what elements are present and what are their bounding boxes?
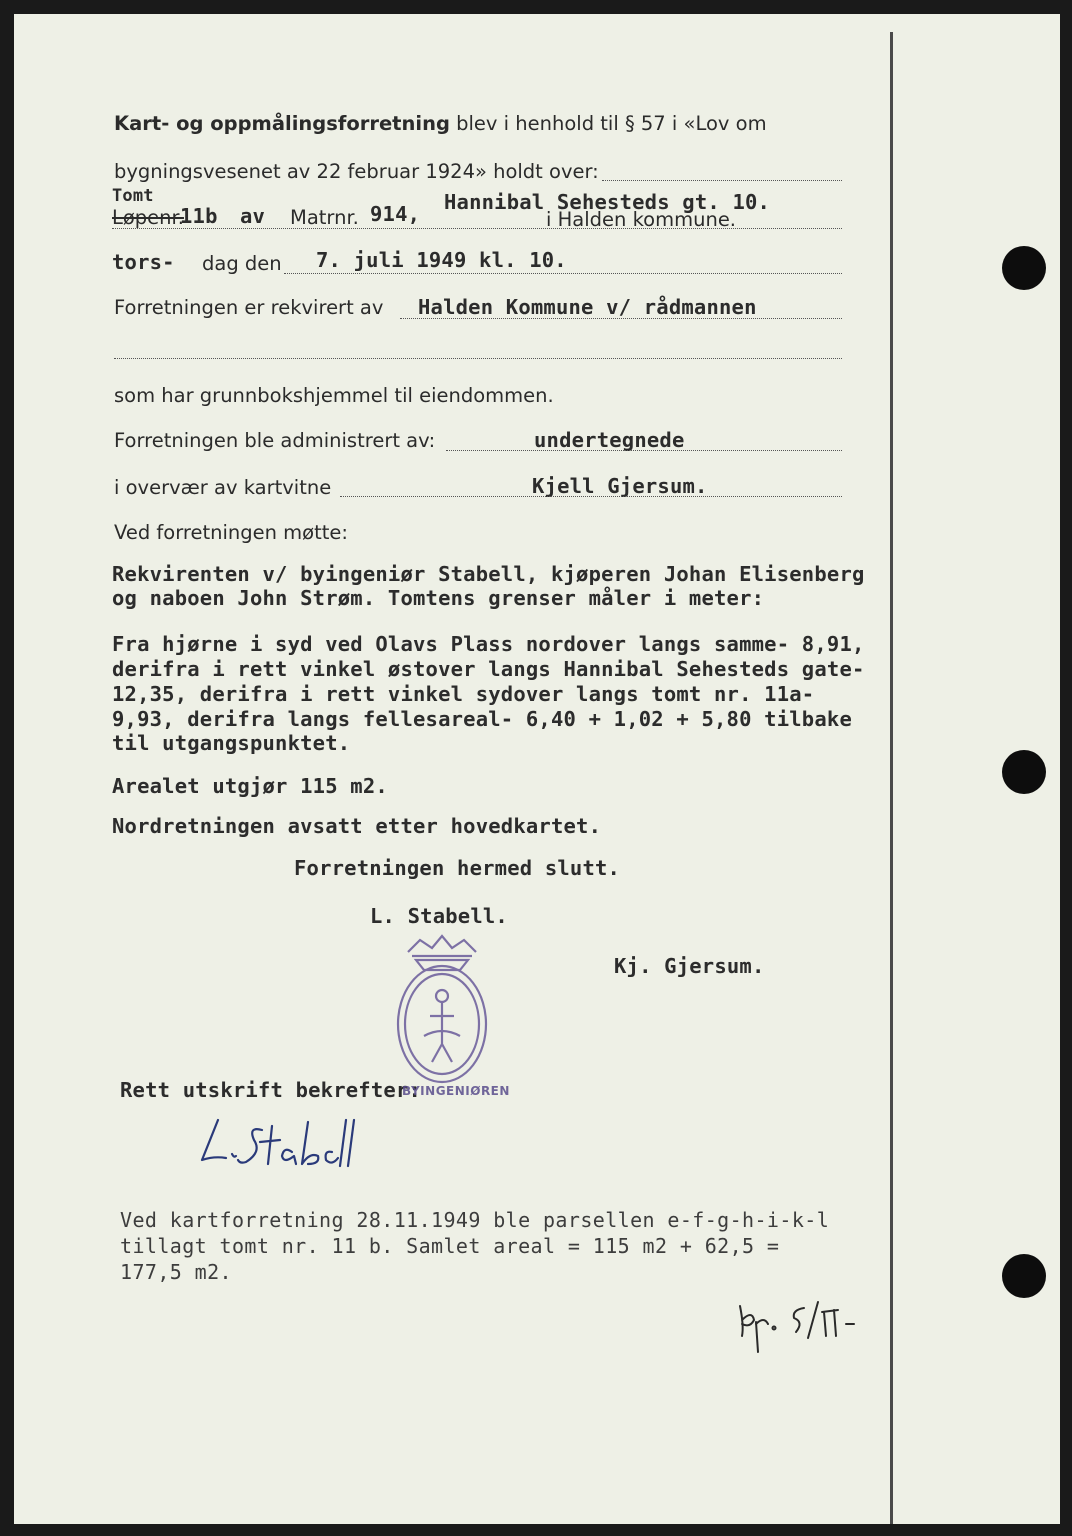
motte-label: Ved forretningen møtte: (114, 521, 348, 544)
overvaer-label: i overvær av kartvitne (114, 476, 332, 499)
matrnr-value: 914, (370, 202, 421, 226)
body-line: til utgangspunktet. (112, 731, 351, 755)
official-seal (390, 926, 494, 1084)
document-page (14, 14, 1060, 1524)
body-line: og naboen John Strøm. Tomtens grenser måler i meter: (112, 586, 765, 610)
lopenr-value: 11b (180, 204, 218, 228)
kommune-label: i Halden kommune. (546, 208, 737, 231)
body-line: 9,93, derifra langs fellesareal- 6,40 + 1,02 + 5,80 tilbake (112, 707, 852, 731)
addendum-line: tillagt tomt nr. 11 b. Samlet areal = 115 m2 + 62,5 = (120, 1234, 780, 1258)
north-line: Nordretningen avsatt etter hovedkartet. (112, 814, 602, 838)
dag-label: dag den (202, 252, 282, 275)
heading-rest: blev i henhold til § 57 i «Lov om (456, 112, 767, 135)
body-line: 12,35, derifra i rett vinkel sydover langs tomt nr. 11a- (112, 682, 815, 706)
addendum-line: Ved kartforretning 28.11.1949 ble parsellen e-f-g-h-i-k-l (120, 1208, 830, 1232)
rekvirert-label: Forretningen er rekvirert av (114, 296, 384, 319)
administrator-value: undertegnede (534, 428, 685, 452)
fill-line (114, 358, 842, 359)
closing-line: Forretningen hermed slutt. (294, 856, 621, 880)
grunnbok-label: som har grunnbokshjemmel til eiendommen. (114, 384, 554, 407)
fill-line (284, 273, 842, 274)
fill-line (602, 180, 842, 181)
fill-line (400, 318, 842, 319)
av-value: av (240, 204, 266, 228)
heading-bold: Kart- og oppmålingsforretning (114, 112, 450, 135)
requester-value: Halden Kommune v/ rådmannen (418, 295, 757, 319)
form-heading (114, 112, 767, 135)
punch-hole (1002, 246, 1046, 290)
address-value: Hannibal Sehesteds gt. 10. (444, 190, 771, 214)
body-line: Rekvirenten v/ byingeniør Stabell, kjøperen Johan Elisenberg (112, 562, 865, 586)
tomt-label: Tomt (112, 186, 154, 206)
addendum-line: 177,5 m2. (120, 1260, 232, 1284)
date-value: 7. juli 1949 kl. 10. (316, 248, 567, 272)
administrert-label: Forretningen ble administrert av: (114, 429, 436, 452)
fill-line (340, 496, 842, 497)
body-line: Fra hjørne i syd ved Olavs Plass nordover langs samme- 8,91, (112, 632, 865, 656)
lopenr-label: Løpenr. (112, 206, 184, 229)
handwritten-signature (196, 1112, 356, 1176)
punch-hole (1002, 1254, 1046, 1298)
witness-value: Kjell Gjersum. (532, 474, 708, 498)
fill-line (112, 228, 842, 229)
matrnr-label: Matrnr. (290, 206, 359, 229)
stamp-text: BYINGENIØREN (402, 1084, 510, 1098)
body-line: derifra i rett vinkel østover langs Hannibal Sehesteds gate- (112, 657, 865, 681)
signature-gjersum: Kj. Gjersum. (614, 954, 765, 978)
punch-hole (1002, 750, 1046, 794)
margin-rule (890, 32, 893, 1524)
signature-stabell: L. Stabell. (370, 904, 508, 928)
certification-text: Rett utskrift bekrefter: (120, 1078, 422, 1102)
weekday-value: tors- (112, 250, 175, 274)
fill-line (446, 450, 842, 451)
handwritten-initials (734, 1296, 864, 1356)
form-subheading: bygningsvesenet av 22 februar 1924» holdt over: (114, 160, 599, 183)
area-line: Arealet utgjør 115 m2. (112, 774, 388, 798)
